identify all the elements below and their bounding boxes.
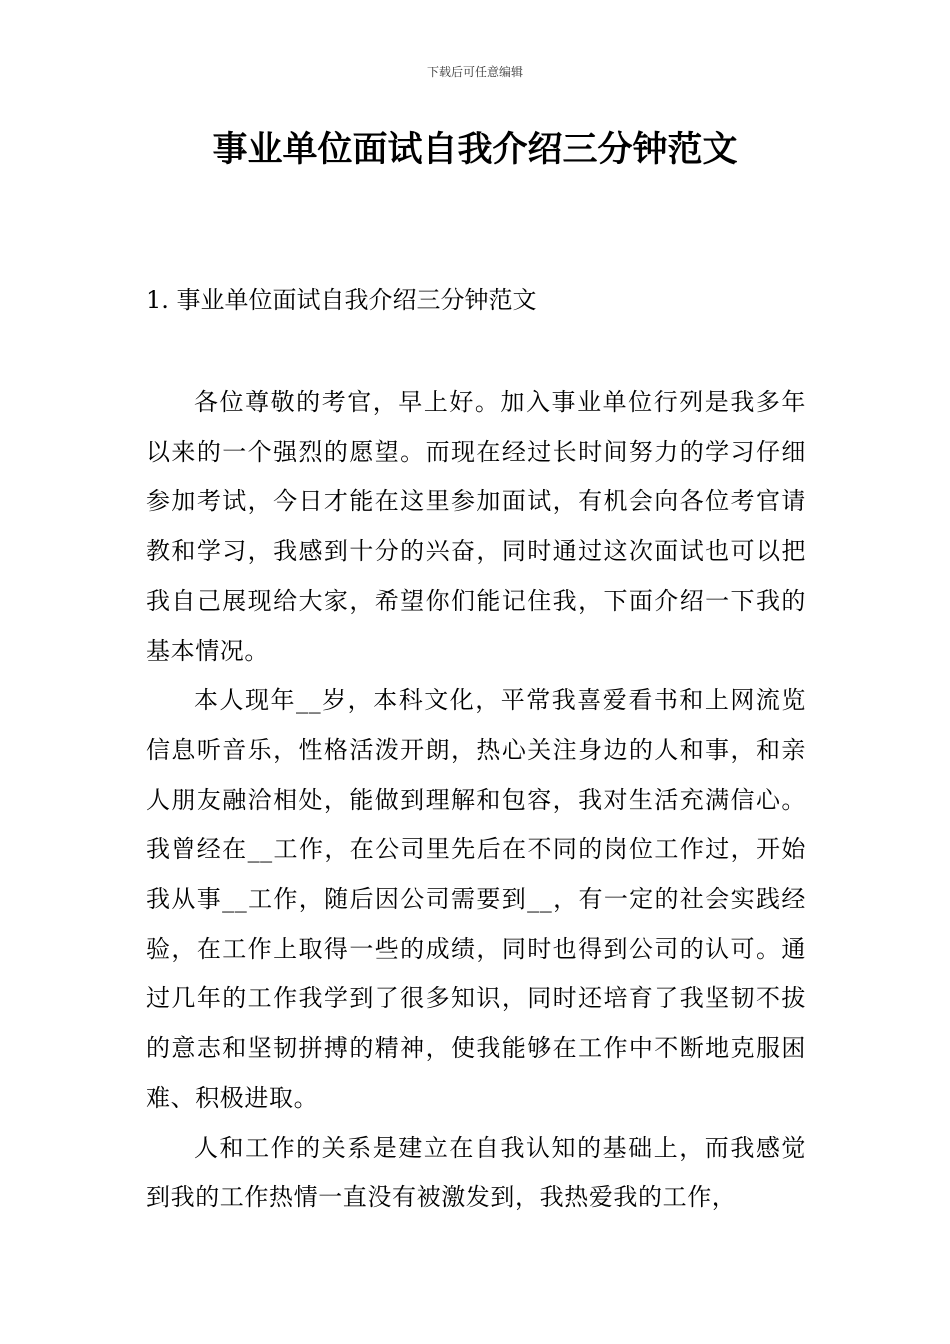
document-title: 事业单位面试自我介绍三分钟范文 [212, 130, 738, 170]
document-body [146, 378, 806, 1223]
paragraph-3: 人和工作的关系是建立在自我认知的基础上，而我感觉到我的工作热情一直没有被激发到，我热爱我的工作， [146, 1133, 806, 1212]
section-heading: 1. 事业单位面试自我介绍三分钟范文 [146, 286, 537, 314]
paragraph-2: 本人现年__岁，本科文化，平常我喜爱看书和上网流览信息听音乐，性格活泼开朗，热心关注身边的人和事，和亲人朋友融洽相处，能做到理解和包容，我对生活充满信心。我曾经在__工作，在公司里先后在不同的岗位工作过，开始我从事__工作，随后因公司需要到__，有一定的社会实践经验，在工作上取得一些的成绩，同时也得到公司的认可。通过几年的工作我学到了很多知识，同时还培育了我坚韧不拔的意志和坚韧拼搏的精神，使我能够在工作中不断地克服困难、积极进取。 [146, 686, 806, 1112]
header-note: 下载后可任意编辑 [426, 65, 523, 79]
paragraph-1: 各位尊敬的考官，早上好。加入事业单位行列是我多年以来的一个强烈的愿望。而现在经过长时间努力的学习仔细参加考试，今日才能在这里参加面试，有机会向各位考官请教和学习，我感到十分的兴奋，同时通过这次面试也可以把我自己展现给大家，希望你们能记住我，下面介绍一下我的基本情况。 [146, 388, 806, 665]
